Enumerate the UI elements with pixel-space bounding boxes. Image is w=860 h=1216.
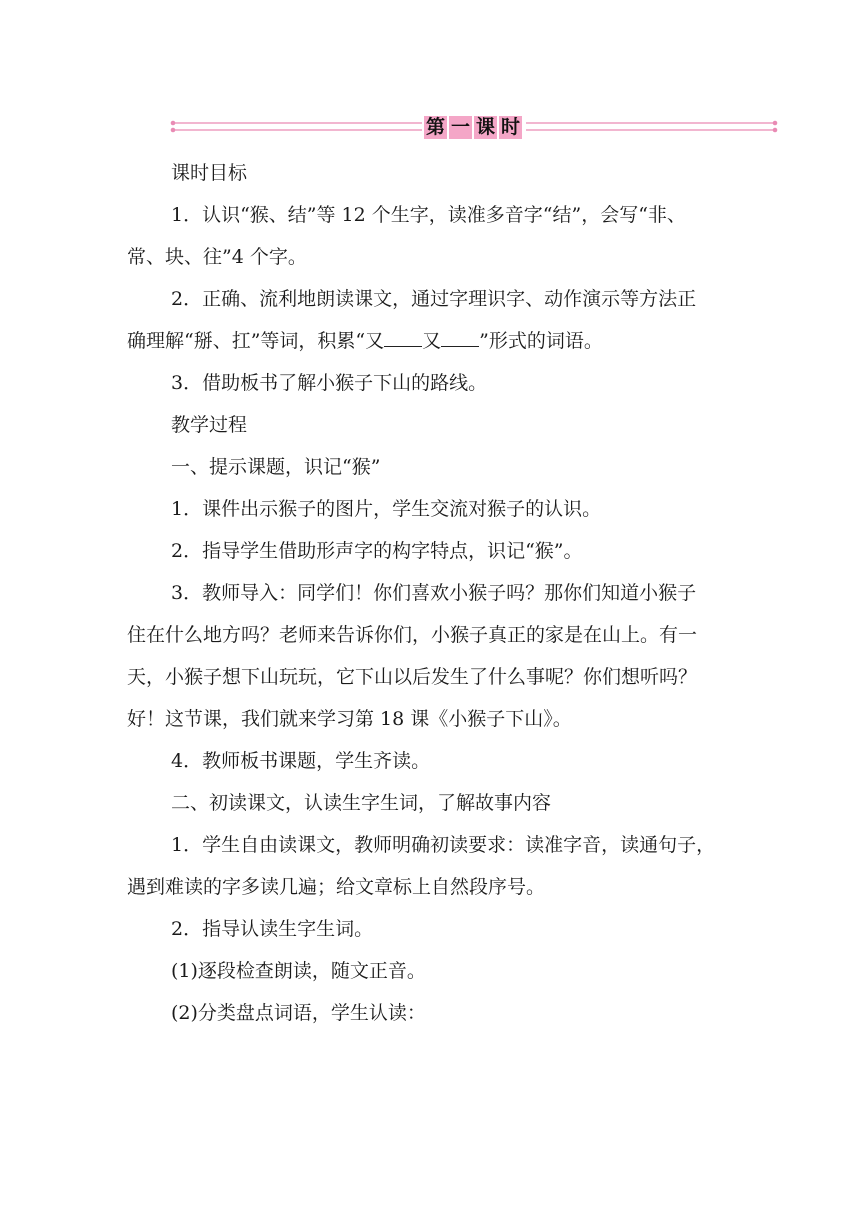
goal-2-text-mid: 又 [422,330,442,352]
section-2-subitem-1: (1)逐段检查朗读，随文正音。 [171,960,426,982]
fill-blank [441,332,479,347]
section-1-item-3-line-2: 住在什么地方吗？老师来告诉你们，小猴子真正的家是在山上。有一 [127,624,698,646]
section-1-item-1: 1．课件出示猴子的图片，学生交流对猴子的认识。 [171,498,602,520]
title-char: 课 [475,116,495,138]
section-1-item-4: 4．教师板书课题，学生齐读。 [171,750,431,772]
goal-2-line-1: 2．正确、流利地朗读课文，通过字理识字、动作演示等方法正 [171,288,697,310]
goal-2-text-pre: 确理解“掰、扛”等词，积累“又 [127,330,385,352]
goal-2-line-2 [127,320,739,362]
section-1-item-2: 2．指导学生借助形声字的构字特点，识记“猴”。 [171,540,583,562]
section-1-item-3-line-4: 好！这节课，我们就来学习第 18 课《小猴子下山》。 [127,708,572,730]
goal-3: 3．借助板书了解小猴子下山的路线。 [171,372,488,394]
fill-blank [384,332,422,347]
goal-1-line-2: 常、块、往”4 个字。 [127,246,307,268]
lesson-title [424,116,522,139]
goal-2-text-post: ”形式的词语。 [479,330,603,352]
lesson-body [127,152,739,1034]
title-char: 第 [425,116,445,138]
section-2-heading: 二、初读课文，认读生字生词，了解故事内容 [171,792,552,814]
section-1-heading: 一、提示课题，识记“猴” [171,456,381,478]
process-heading: 教学过程 [171,414,248,436]
section-2-item-1-line-1: 1．学生自由读课文，教师明确初读要求：读准字音，读通句子， [171,834,716,856]
section-2-item-2: 2．指导认读生字生词。 [171,918,374,940]
section-1-item-3-line-1: 3．教师导入：同学们！你们喜欢小猴子吗？那你们知道小猴子 [171,582,697,604]
goal-1-line-1: 1．认识“猴、结”等 12 个生字，读准多音字“结”，会写“非、 [171,204,686,226]
section-2-subitem-2: (2)分类盘点词语，学生认读： [171,1002,426,1024]
title-char: 时 [500,116,520,138]
goal-heading: 课时目标 [171,162,248,184]
lesson-header [170,113,778,141]
section-2-item-1-line-2: 遇到难读的字多读几遍；给文章标上自然段序号。 [127,876,546,898]
section-1-item-3-line-3: 天，小猴子想下山玩玩，它下山以后发生了什么事呢？你们想听吗？ [127,666,698,688]
title-char: 一 [450,116,470,138]
